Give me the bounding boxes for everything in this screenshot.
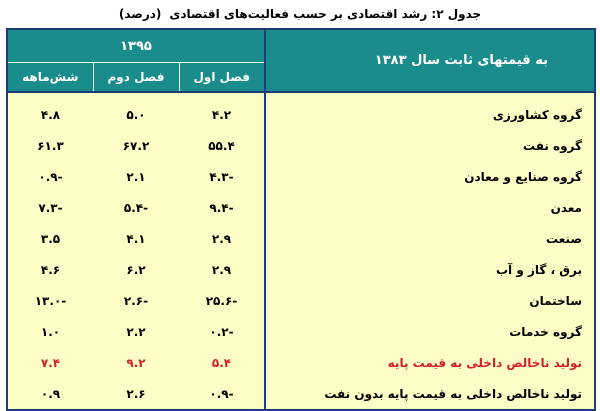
cell-q2: -۲.۶ — [93, 285, 179, 316]
table-caption — [0, 0, 600, 28]
table-row — [7, 254, 595, 285]
row-label: تولید ناخالص داخلی به قیمت پایه بدون نفت — [265, 378, 595, 410]
table-row-gdp — [7, 347, 595, 378]
cell-q2: ۲.۱ — [93, 161, 179, 192]
row-label: گروه نفت — [265, 130, 595, 161]
table-body — [7, 92, 595, 410]
table-row — [7, 92, 595, 130]
cell-q2: ۵.۰ — [93, 92, 179, 130]
cell-h1: ۷.۴ — [7, 347, 93, 378]
row-label: ساختمان — [265, 285, 595, 316]
cell-h1: ۴.۶ — [7, 254, 93, 285]
cell-h1: -۷.۳ — [7, 192, 93, 223]
cell-h1: ۱.۰ — [7, 316, 93, 347]
row-label: گروه کشاورزی — [265, 92, 595, 130]
row-label: معدن — [265, 192, 595, 223]
cell-q1: ۵.۴ — [179, 347, 265, 378]
cell-h1: ۴.۸ — [7, 92, 93, 130]
cell-q1: -۲۵.۶ — [179, 285, 265, 316]
table-row — [7, 285, 595, 316]
table-row — [7, 130, 595, 161]
table-row — [7, 192, 595, 223]
row-label: تولید ناخالص داخلی به قیمت پایه — [265, 347, 595, 378]
cell-q1: -۰.۲ — [179, 316, 265, 347]
cell-q1: ۲.۹ — [179, 223, 265, 254]
row-label: صنعت — [265, 223, 595, 254]
cell-q1: -۴.۳ — [179, 161, 265, 192]
col-header-q2: فصل دوم — [93, 63, 179, 93]
cell-q2: ۹.۲ — [93, 347, 179, 378]
row-label: گروه صنایع و معادن — [265, 161, 595, 192]
cell-h1: ۶۱.۳ — [7, 130, 93, 161]
table-row — [7, 316, 595, 347]
table-row — [7, 223, 595, 254]
table-header — [7, 29, 595, 92]
caption-unit: (درصد) — [118, 7, 162, 21]
col-header-h1: شش‌ماهه — [7, 63, 93, 93]
cell-q2: ۶۷.۲ — [93, 130, 179, 161]
cell-h1: ۳.۵ — [7, 223, 93, 254]
table-row — [7, 161, 595, 192]
row-label: برق ، گاز و آب — [265, 254, 595, 285]
col-header-q1: فصل اول — [179, 63, 265, 93]
caption-title: جدول ۲: رشد اقتصادی بر حسب فعالیت‌های اقتصادی — [169, 7, 482, 21]
cell-h1: ۰.۹ — [7, 378, 93, 410]
cell-q1: -۹.۴ — [179, 192, 265, 223]
table-row — [7, 378, 595, 410]
row-label: گروه خدمات — [265, 316, 595, 347]
growth-table — [6, 28, 596, 411]
cell-q2: -۵.۴ — [93, 192, 179, 223]
cell-q1: ۲.۹ — [179, 254, 265, 285]
cell-q2: ۶.۲ — [93, 254, 179, 285]
cell-h1: -۱۳.۰ — [7, 285, 93, 316]
cell-q1: ۴.۲ — [179, 92, 265, 130]
row-label-header: به قیمتهای ثابت سال ۱۳۸۳ — [265, 29, 595, 92]
cell-q2: ۲.۶ — [93, 378, 179, 410]
year-header: ۱۳۹۵ — [7, 29, 265, 63]
cell-q2: ۲.۲ — [93, 316, 179, 347]
cell-q2: ۴.۱ — [93, 223, 179, 254]
cell-q1: ۵۵.۴ — [179, 130, 265, 161]
cell-q1: -۰.۹ — [179, 378, 265, 410]
cell-h1: -۰.۹ — [7, 161, 93, 192]
